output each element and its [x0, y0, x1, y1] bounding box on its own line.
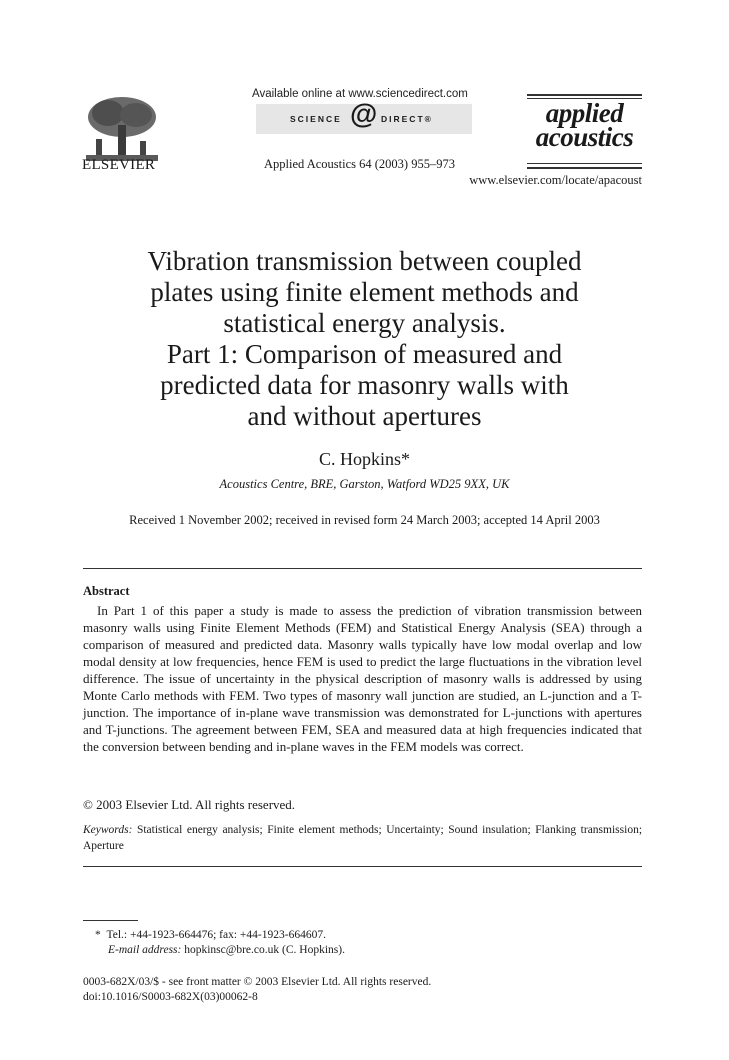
keywords [83, 822, 642, 854]
footnote-tel-fax: Tel.: +44-1923-664476; fax: +44-1923-664607. [106, 929, 326, 941]
doi-line[interactable]: doi:10.1016/S0003-682X(03)00062-8 [83, 991, 258, 1003]
journal-logo-rule-bottom-thin [527, 163, 642, 164]
journal-logo-line2: acoustics [535, 122, 634, 152]
abstract-body: In Part 1 of this paper a study is made to assess the prediction of vibration transmission between masonry walls using Finite Element Methods (FEM) and Statistical Energy Analysis (SEA) through a comparison of measured and predicted data. Masonry walls typically have low modal overlap and low modal density at low frequencies, hence FEM is used to predict the large fluctuations in the vibration level difference. The issue of uncertainty in the physical description of masonry walls is addressed by using Monte Carlo methods with FEM. Two types of masonry wall junction are studied, an L-junction and a T-junction. The importance of in-plane wave transmission was demonstrated for L-junctions with apertures and T-junctions. The agreement between FEM, SEA and measured data at high frequencies indicated that the conversion between bending and in-plane waves in the FEM models was correct. [83, 603, 642, 754]
author-affiliation: Acoustics Centre, BRE, Garston, Watford WD25 9XX, UK [219, 477, 510, 491]
journal-url[interactable]: www.elsevier.com/locate/apacoust [469, 173, 642, 187]
received-dates: Received 1 November 2002; received in revised form 24 March 2003; accepted 14 April 2003 [129, 513, 600, 527]
keywords-list: Statistical energy analysis; Finite element methods; Uncertainty; Sound insulation; Flanking transmission; Aperture [83, 824, 643, 852]
journal-citation: Applied Acoustics 64 (2003) 955–973 [264, 157, 455, 171]
publisher-name: ELSEVIER [82, 157, 156, 173]
footnote-rule [83, 920, 138, 921]
author-name: C. Hopkins* [318, 449, 410, 469]
issn-line: 0003-682X/03/$ - see front matter © 2003 Elsevier Ltd. All rights reserved. [83, 976, 432, 988]
journal-logo-rule-top [527, 94, 642, 96]
copyright-notice: © 2003 Elsevier Ltd. All rights reserved. [83, 797, 296, 812]
title-line: Vibration transmission between coupled [147, 246, 582, 276]
footnote-email [108, 944, 345, 956]
journal-logo [527, 98, 642, 152]
email-address[interactable]: hopkinsc@bre.co.uk (C. Hopkins). [184, 944, 345, 956]
title-line: predicted data for masonry walls with [160, 370, 569, 400]
footnote-tel [95, 929, 326, 941]
journal-logo-rule-bottom [527, 167, 642, 169]
keywords-label: Keywords: [83, 824, 133, 836]
email-label: E-mail address: [108, 944, 182, 956]
title-line: Part 1: Comparison of measured and [166, 339, 563, 369]
available-online-text: Available online at www.sciencedirect.com [252, 88, 468, 100]
title-line: statistical energy analysis. [223, 308, 506, 338]
title-line: plates using finite element methods and [150, 277, 579, 307]
sciencedirect-science: SCIENCE [290, 114, 342, 124]
article-title [90, 246, 639, 432]
abstract-top-rule [83, 568, 642, 569]
footnote-marker: * [95, 929, 101, 941]
abstract-heading: Abstract [83, 584, 130, 598]
sciencedirect-at-icon: @ [350, 98, 378, 129]
abstract-bottom-rule [83, 866, 642, 867]
title-line: and without apertures [247, 401, 482, 431]
sciencedirect-direct: DIRECT® [381, 114, 433, 124]
journal-logo-line1: applied [545, 98, 624, 128]
